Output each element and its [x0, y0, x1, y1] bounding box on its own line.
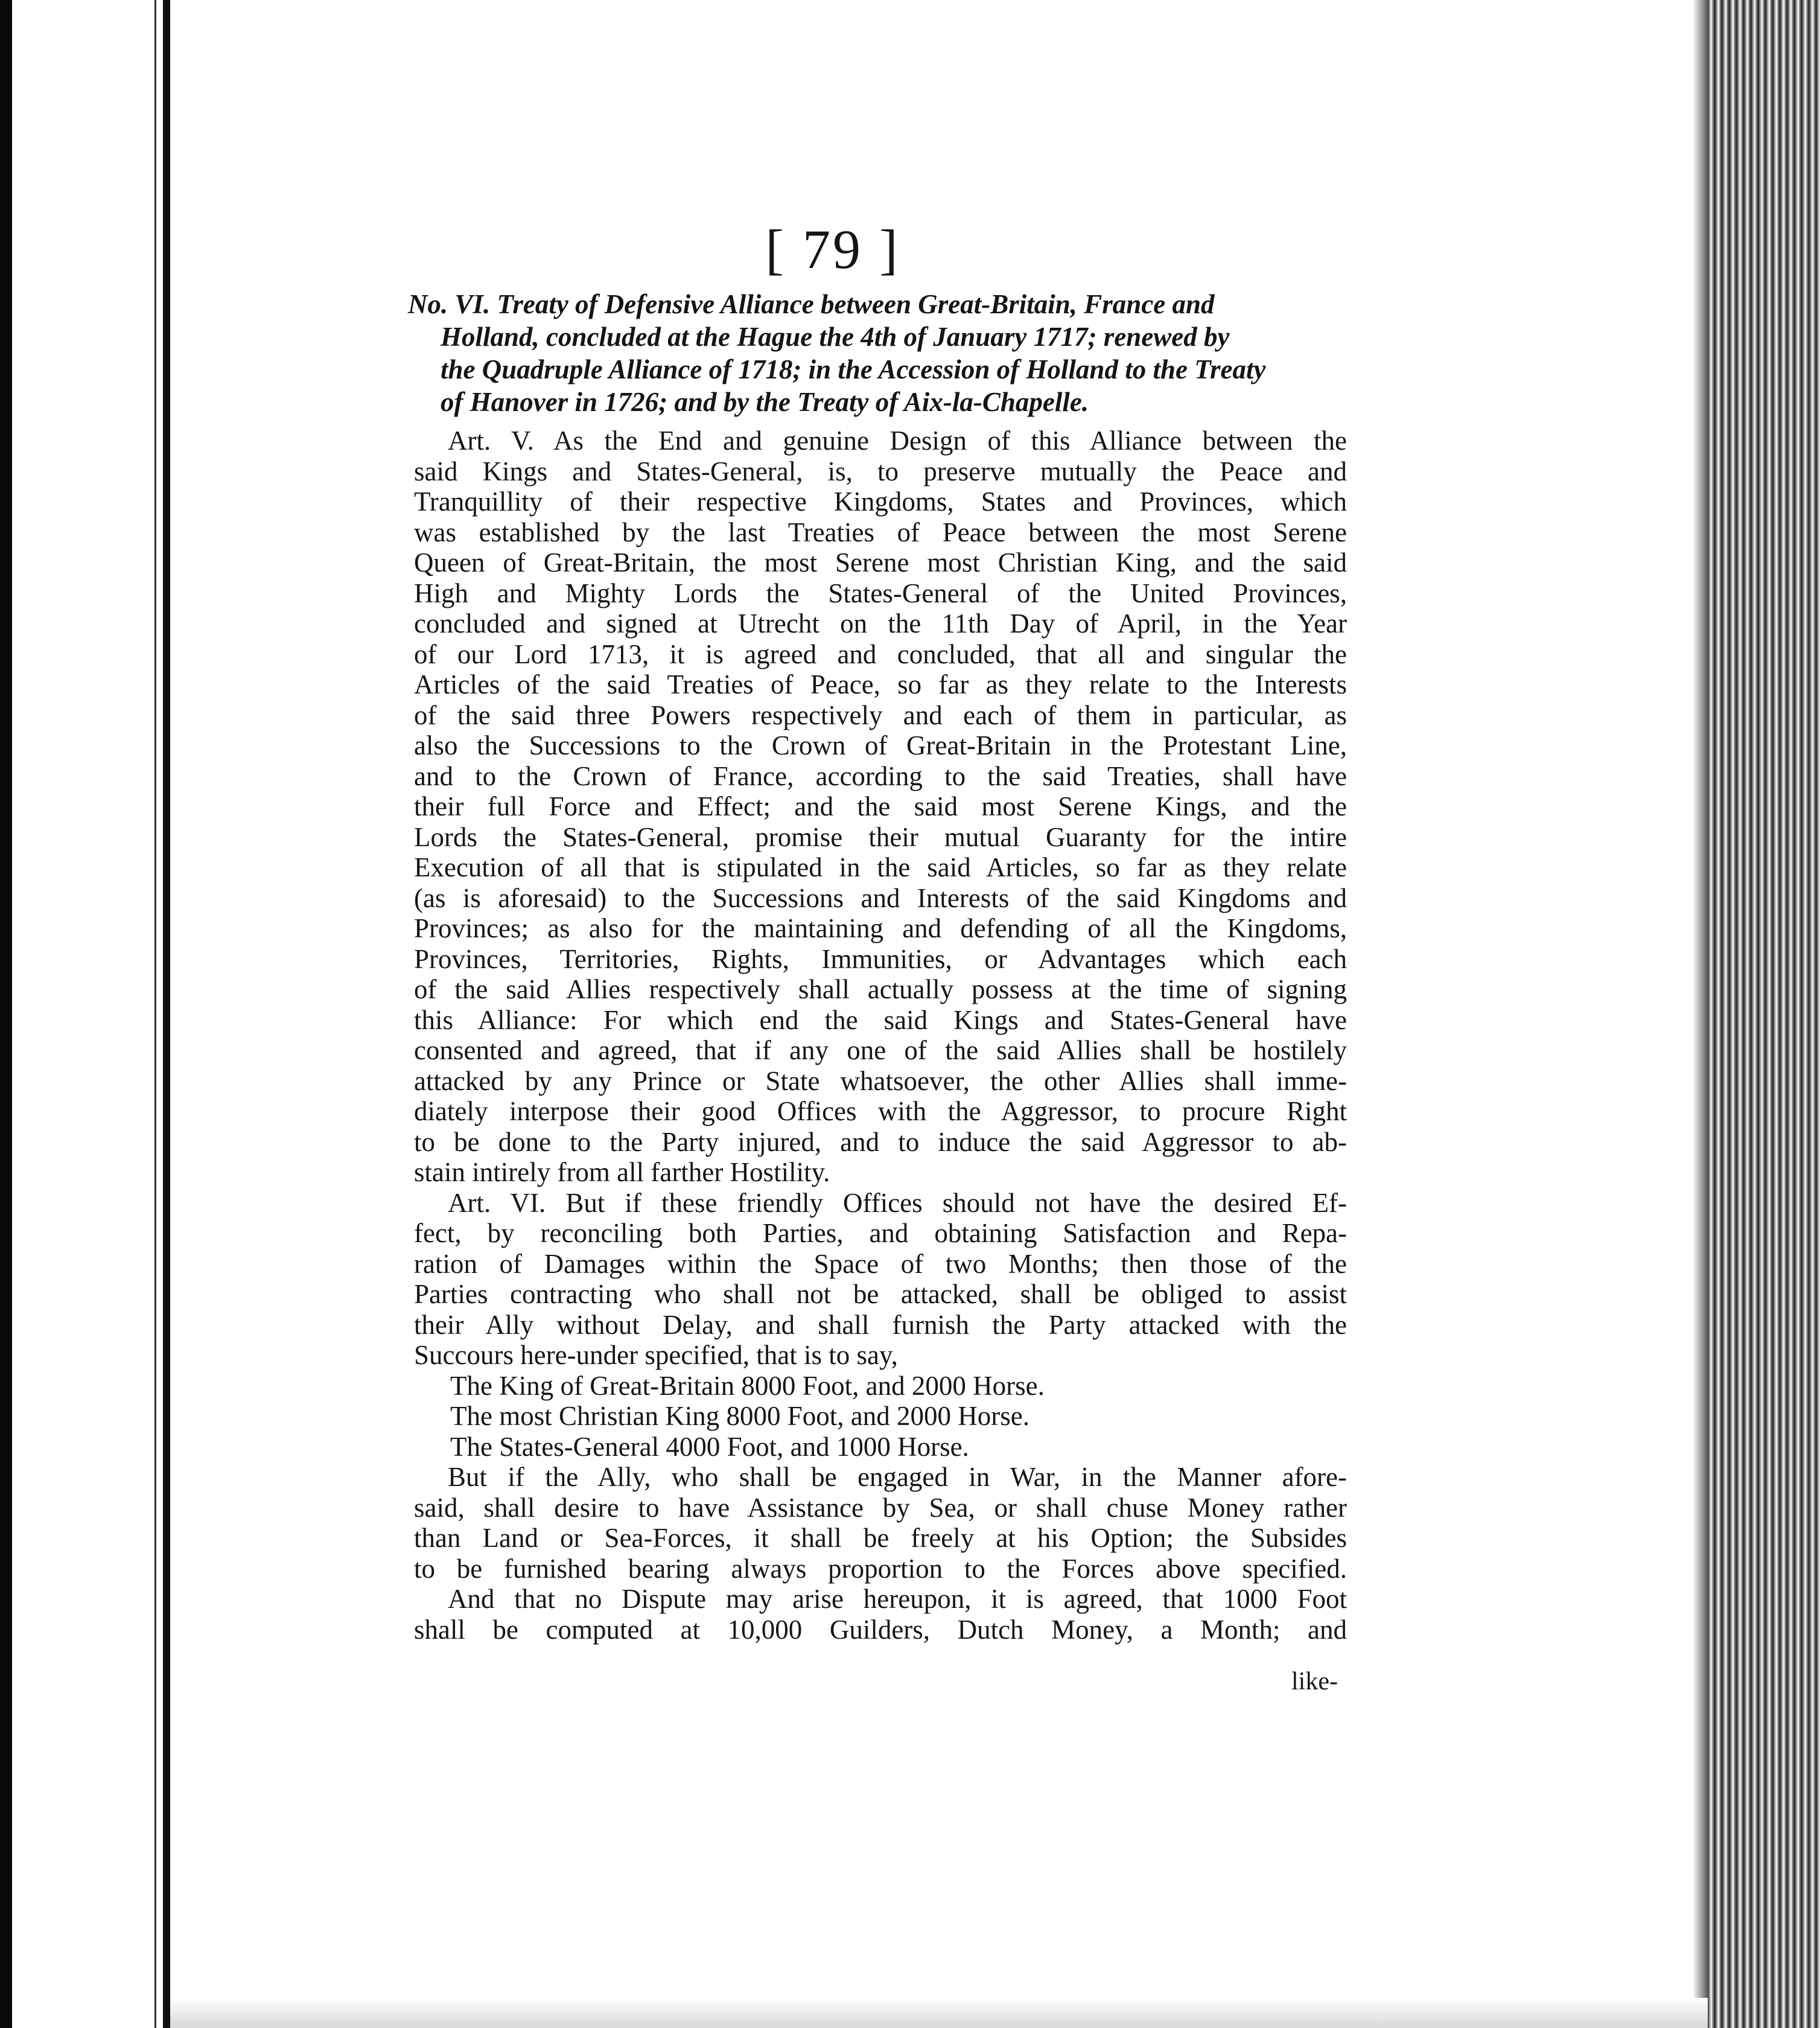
text-line: Art. V. As the End and genuine Design of this Alliance between the [448, 426, 1347, 456]
text-line: concluded and signed at Utrecht on the 11th Day of April, in the Year [414, 608, 1347, 639]
page-stack-edge [1708, 0, 1820, 2028]
text-line: to be done to the Party injured, and to induce the said Aggressor to ab- [414, 1126, 1347, 1157]
text-line: was established by the last Treaties of Peace between the most Serene [414, 517, 1347, 547]
text-line: Lords the States-General, promise their mutual Guaranty for the intire [414, 821, 1347, 852]
text-line: shall be computed at 10,000 Guilders, Dutch Money, a Month; and [414, 1614, 1347, 1645]
text-line: (as is aforesaid) to the Successions and Interests of the said Kingdoms and [414, 882, 1347, 913]
text-line: The King of Great-Britain 8000 Foot, and 2000 Horse. [450, 1370, 1045, 1401]
text-line: their Ally without Delay, and shall furnish the Party attacked with the [414, 1309, 1347, 1340]
text-line: to be furnished bearing always proportion to the Forces above specified. [414, 1553, 1347, 1584]
text-line: also the Successions to the Crown of Great-Britain in the Protestant Line, [414, 730, 1347, 760]
text-line: ration of Damages within the Space of two Months; then those of the [414, 1248, 1347, 1279]
text-line: this Alliance: For which end the said Kings and States-General have [414, 1004, 1347, 1035]
text-line: High and Mighty Lords the States-General of the United Provinces, [414, 578, 1347, 608]
text-line: said Kings and States-General, is, to preserve mutually the Peace and [414, 456, 1347, 486]
page-number: [ 79 ] [765, 218, 900, 280]
text-line: Provinces, Territories, Rights, Immunities, or Advantages which each [414, 943, 1347, 974]
text-line: attacked by any Prince or State whatsoever, the other Allies shall imme- [414, 1065, 1347, 1096]
text-line: of our Lord 1713, it is agreed and concluded, that all and singular the [414, 639, 1347, 669]
text-line: consented and agreed, that if any one of the said Allies shall be hostilely [414, 1035, 1347, 1065]
heading-line: Holland, concluded at the Hague the 4th of January 1717; renewed by [441, 322, 1230, 352]
text-line: stain intirely from all farther Hostility. [414, 1157, 830, 1187]
heading-line: No. VI. Treaty of Defensive Alliance between Great-Britain, France and [408, 289, 1215, 319]
page-left-edge [0, 0, 12, 2028]
text-line: of the said Allies respectively shall actually possess at the time of signing [414, 974, 1347, 1004]
text-line: Tranquillity of their respective Kingdoms, States and Provinces, which [414, 486, 1347, 517]
text-line: Queen of Great-Britain, the most Serene most Christian King, and the said [414, 547, 1347, 578]
text-line: diately interpose their good Offices with the Aggressor, to procure Right [414, 1096, 1347, 1126]
text-line: said, shall desire to have Assistance by Sea, or shall chuse Money rather [414, 1492, 1347, 1523]
catchword: like- [1291, 1668, 1338, 1695]
text-line: Provinces; as also for the maintaining and defending of all the Kingdoms, [414, 913, 1347, 943]
text-line: than Land or Sea-Forces, it shall be freely at his Option; the Subsides [414, 1523, 1347, 1553]
text-line: fect, by reconciling both Parties, and obtaining Satisfaction and Repa- [414, 1218, 1347, 1248]
text-line: Succours here-under specified, that is to say, [414, 1340, 898, 1370]
text-line: Execution of all that is stipulated in the said Articles, so far as they relate [414, 852, 1347, 882]
heading-line: of Hanover in 1726; and by the Treaty of Aix-la-Chapelle. [441, 387, 1089, 417]
text-line: And that no Dispute may arise hereupon, it is agreed, that 1000 Foot [448, 1584, 1347, 1614]
page-bottom-edge [170, 1998, 1708, 2028]
text-line: their full Force and Effect; and the said most Serene Kings, and the [414, 791, 1347, 821]
text-line: of the said three Powers respectively and each of them in particular, as [414, 700, 1347, 730]
text-line: But if the Ally, who shall be engaged in War, in the Manner afore- [448, 1462, 1347, 1492]
text-line: The most Christian King 8000 Foot, and 2000 Horse. [450, 1401, 1029, 1431]
text-line: The States-General 4000 Foot, and 1000 Horse. [450, 1431, 969, 1462]
page-gutter [163, 0, 170, 2028]
heading-line: the Quadruple Alliance of 1718; in the Accession of Holland to the Treaty [441, 354, 1266, 384]
text-line: Articles of the said Treaties of Peace, so far as they relate to the Interests [414, 669, 1347, 700]
text-line: Art. VI. But if these friendly Offices should not have the desired Ef- [448, 1187, 1347, 1218]
text-line: and to the Crown of France, according to the said Treaties, shall have [414, 760, 1347, 791]
text-line: Parties contracting who shall not be attacked, shall be obliged to assist [414, 1279, 1347, 1309]
page-gutter-line [154, 0, 156, 2028]
